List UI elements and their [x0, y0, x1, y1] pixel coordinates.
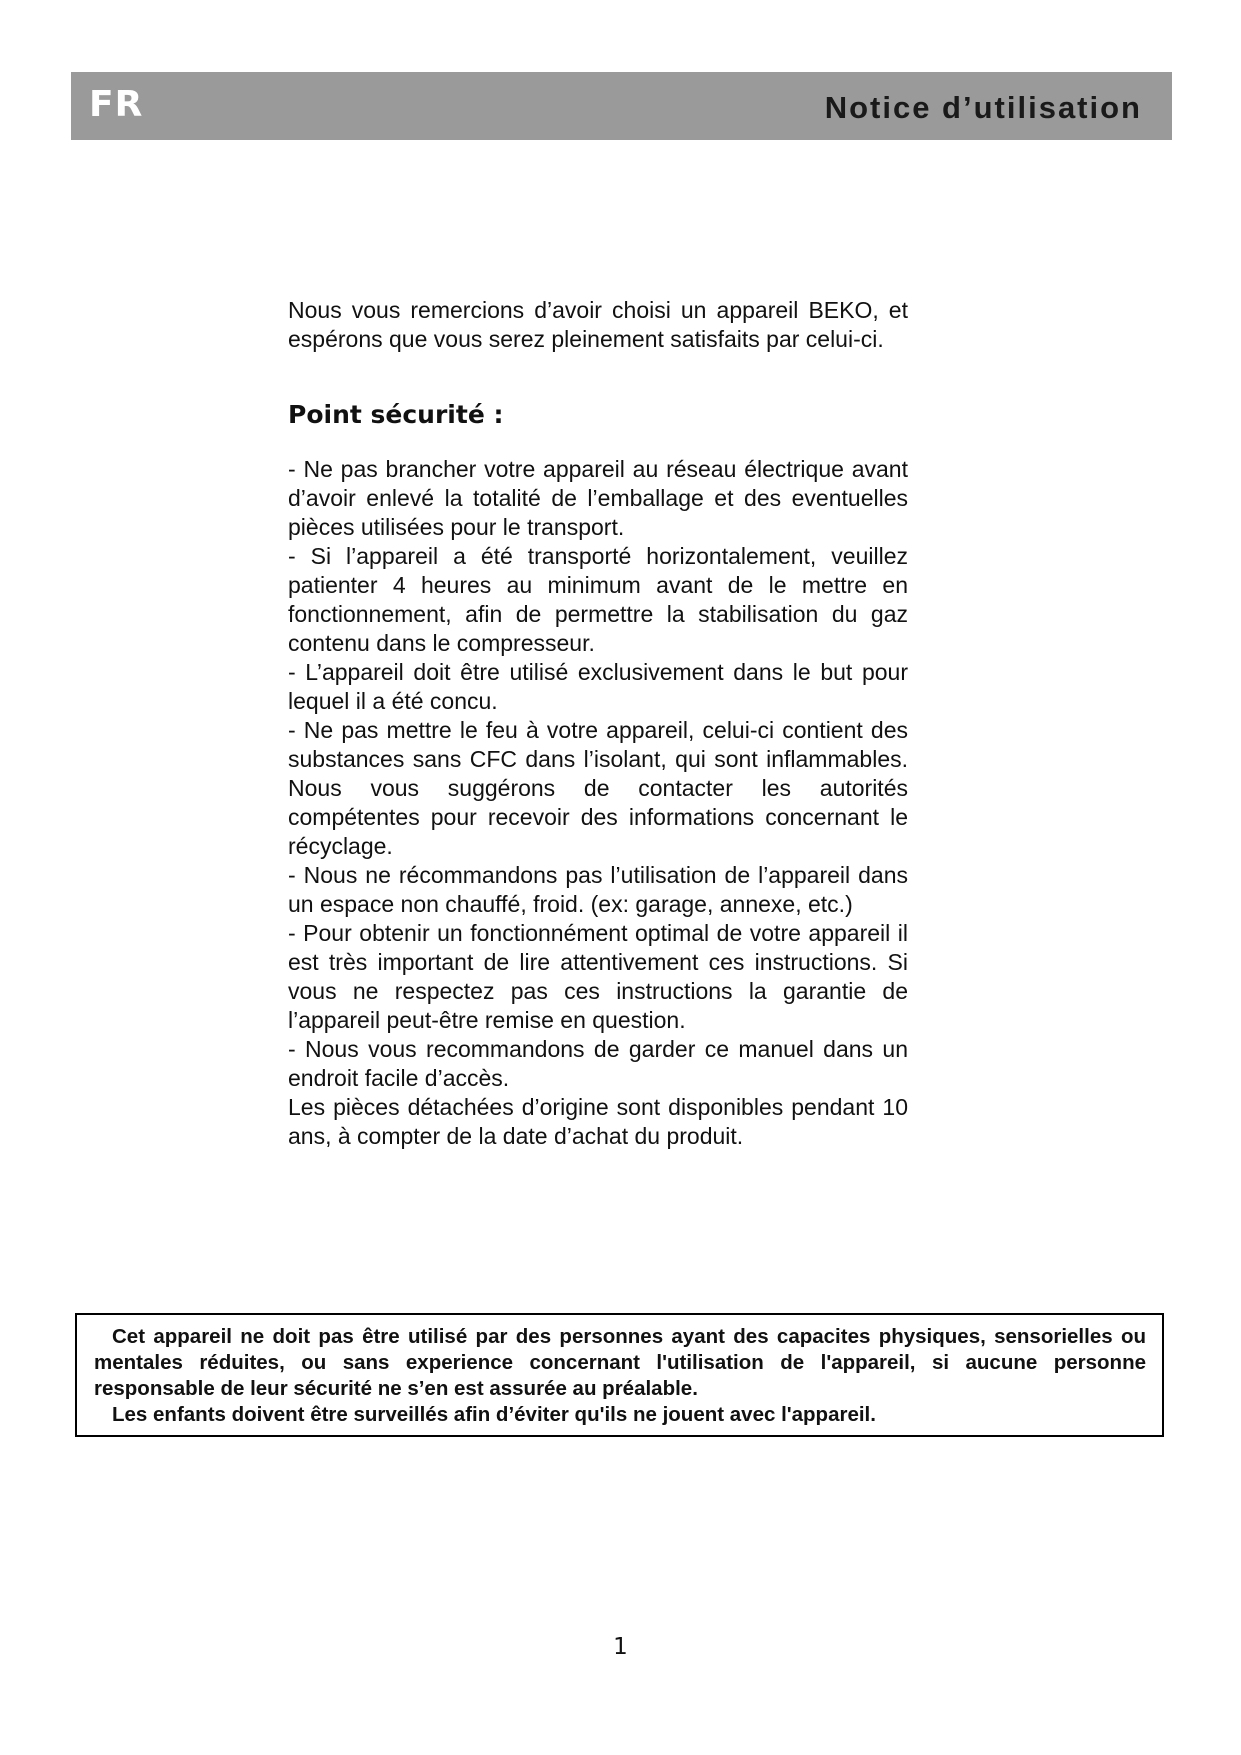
- safety-item: - Ne pas mettre le feu à votre appareil, celui-ci contient des substances sans CFC dans l’isolant, qui sont inflammables. Nous vous suggérons de contacter les autorités compétentes pour recevoir des informations concernant le récyclage.: [288, 717, 908, 859]
- safety-item: - Ne pas brancher votre appareil au réseau électrique avant d’avoir enlevé la totalité de l’emballage et des eventuelles pièces utilisées pour le transport.: [288, 456, 908, 540]
- warning-paragraph: Cet appareil ne doit pas être utilisé par des personnes ayant des capacites physiques, sensorielles ou mentales réduites, ou sans experience concernant l'utilisation de l'appareil, si aucune personne responsable de leur sécurité ne s’en est assurée au préalable.: [94, 1325, 1146, 1400]
- document-title: Notice d’utilisation: [824, 90, 1142, 125]
- warning-box: [75, 1313, 1164, 1437]
- safety-list: [288, 455, 908, 1151]
- safety-item: - L’appareil doit être utilisé exclusivement dans le but pour lequel il a été concu.: [288, 659, 908, 714]
- safety-item: - Nous vous recommandons de garder ce manuel dans un endroit facile d’accès.: [288, 1036, 908, 1091]
- safety-item: Les pièces détachées d’origine sont disponibles pendant 10 ans, à compter de la date d’achat du produit.: [288, 1094, 908, 1149]
- warning-paragraph: Les enfants doivent être surveillés afin d’éviter qu'ils ne jouent avec l'appareil.: [112, 1403, 876, 1426]
- page-number: 1: [613, 1634, 628, 1660]
- page-header: [71, 72, 1172, 140]
- safety-item: - Nous ne récommandons pas l’utilisation de l’appareil dans un espace non chauffé, froid. (ex: garage, annexe, etc.): [288, 862, 908, 917]
- main-content: [288, 296, 908, 1151]
- safety-heading: Point sécurité :: [288, 400, 504, 429]
- language-code: FR: [89, 84, 144, 125]
- safety-item: - Pour obtenir un fonctionnément optimal de votre appareil il est très important de lire attentivement ces instructions. Si vous ne respectez pas ces instructions la garantie de l’appareil peut-être remise en question.: [288, 920, 908, 1033]
- safety-item: - Si l’appareil a été transporté horizontalement, veuillez patienter 4 heures au minimum avant de le mettre en fonctionnement, afin de permettre la stabilisation du gaz contenu dans le compresseur.: [288, 543, 908, 656]
- intro-paragraph: Nous vous remercions d’avoir choisi un appareil BEKO, et espérons que vous serez pleinement satisfaits par celui-ci.: [288, 297, 908, 352]
